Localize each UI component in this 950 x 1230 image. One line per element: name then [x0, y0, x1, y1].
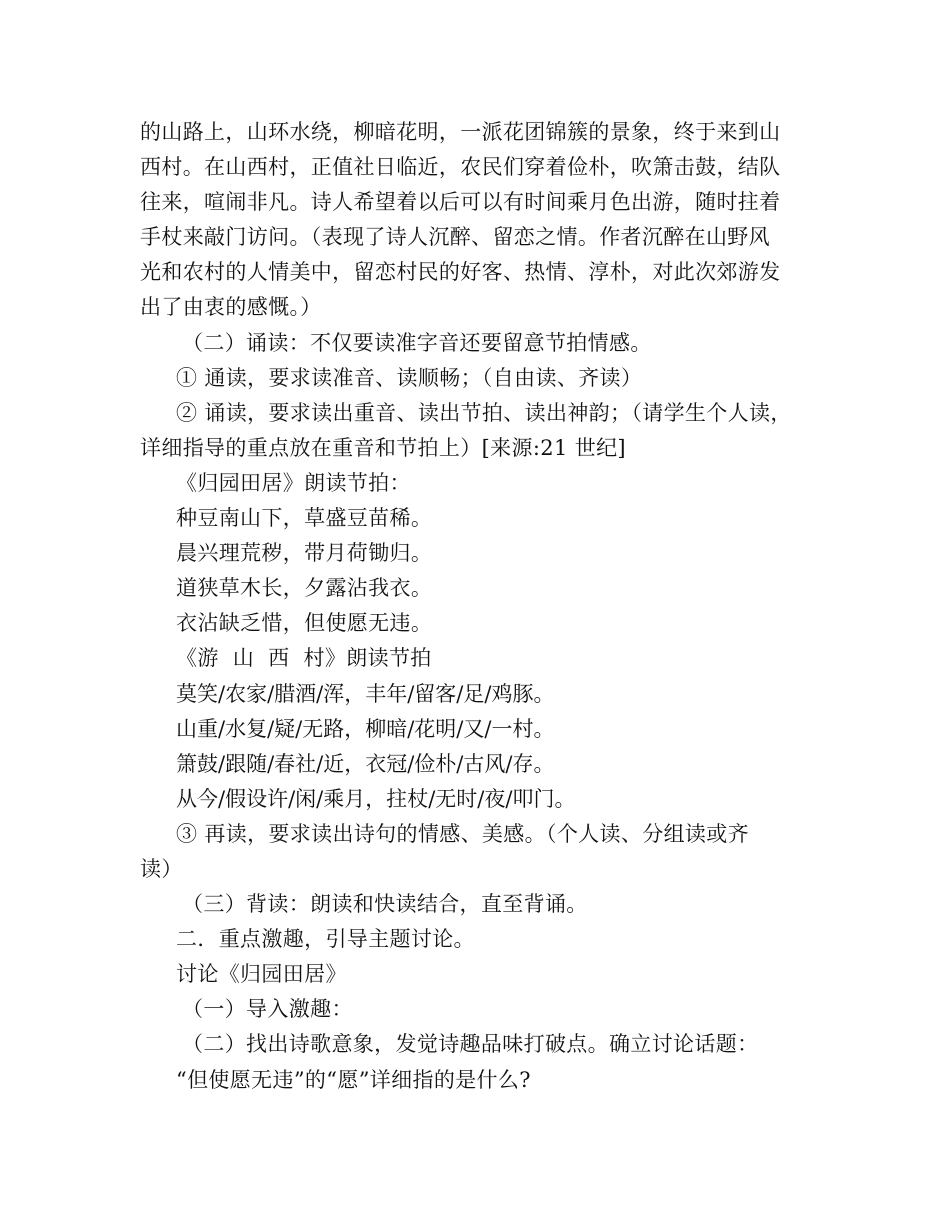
list-item: ② 诵读，要求读出重音、读出节拍、读出神韵；（请学生个人读，: [176, 400, 792, 425]
poem-line: 莫笑/农家/腊酒/浑，丰年/留客/足/鸡豚。: [176, 681, 555, 706]
text-line: “但使愿无违”的“愿”详细指的是什么?: [176, 1067, 531, 1092]
poem-line: 箫鼓/跟随/春社/近，衣冠/俭朴/古风/存。: [176, 751, 555, 776]
text-line: 出了由衷的感慨。）: [140, 295, 322, 320]
poem-line: 道狭草木长，夕露沾我衣。: [176, 576, 433, 601]
text-line: 往来，喧闹非凡。诗人希望着以后可以有时间乘月色出游，随时拄着: [140, 190, 781, 215]
text-line: 光和农村的人情美中，留恋村民的好客、热情、淳朴，对此次郊游发: [140, 260, 781, 285]
text-line: 手杖来敲门访问。（表现了诗人沉醉、留恋之情。作者沉醉在山野风: [140, 225, 770, 250]
poem-line: 衣沾缺乏惜，但使愿无违。: [176, 611, 433, 636]
poem-title: 《归园田居》朗读节拍：: [176, 470, 411, 495]
list-item: ③ 再读，要求读出诗句的情感、美感。（个人读、分组读或齐: [176, 821, 749, 846]
section-heading: （三）背读：朗读和快读结合，直至背诵。: [182, 892, 588, 917]
section-heading: （二）找出诗歌意象，发觉诗趣品味打破点。确立讨论话题：: [182, 1032, 759, 1057]
text-line: 西村。在山西村，正值社日临近，农民们穿着俭朴，吹箫击鼓，结队: [140, 155, 781, 180]
list-item: ① 通读，要求读准音、读顺畅；（自由读、齐读）: [176, 365, 643, 390]
section-heading: （二）诵读：不仅要读准字音还要留意节拍情感。: [182, 330, 652, 355]
section-heading: （一）导入激趣：: [182, 997, 353, 1022]
poem-title: 《游 山 西 村》朗读节拍: [176, 646, 432, 671]
text-line: 读）: [140, 856, 183, 881]
section-heading: 二．重点激趣，引导主题讨论。: [176, 927, 475, 952]
text-line: 讨论《归园田居》: [176, 962, 347, 987]
poem-line: 山重/水复/疑/无路，柳暗/花明/又/一村。: [176, 716, 555, 741]
text-line: 的山路上，山环水绕，柳暗花明，一派花团锦簇的景象，终于来到山: [140, 120, 781, 144]
poem-line: 种豆南山下，草盛豆苗稀。: [176, 506, 433, 531]
text-line: 详细指导的重点放在重音和节拍上）[来源:21 世纪]: [140, 435, 626, 460]
document-body: [140, 115, 830, 1098]
poem-line: 从今/假设许/闲/乘月，拄杖/无时/夜/叩门。: [176, 786, 576, 811]
poem-line: 晨兴理荒秽，带月荷锄归。: [176, 541, 433, 566]
